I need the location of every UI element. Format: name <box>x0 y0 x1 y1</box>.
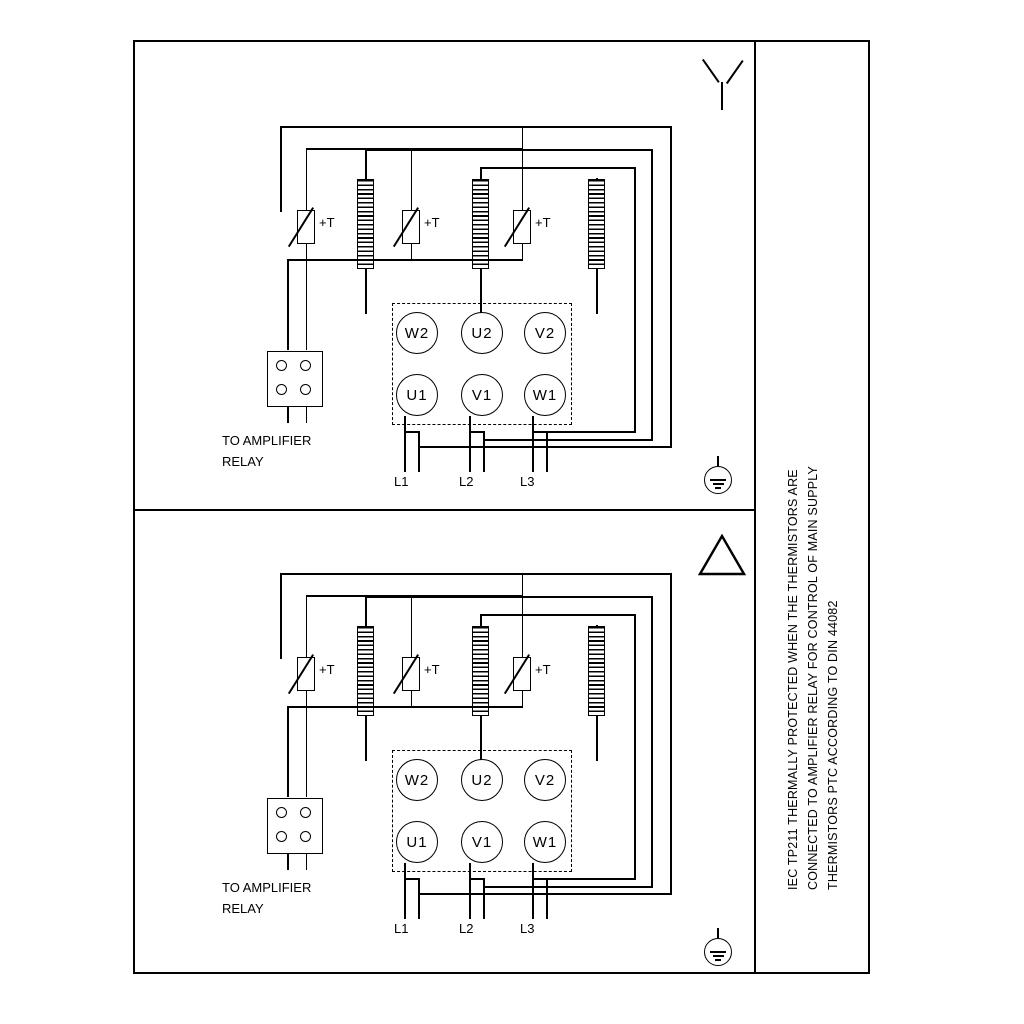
connector-terminal-dot <box>300 360 311 371</box>
wire-l1 <box>404 863 406 919</box>
terminal-w2[interactable]: W2 <box>396 312 438 354</box>
winding-coil-3 <box>588 626 605 716</box>
supply-label-l3: L3 <box>520 921 535 936</box>
winding-coil-1 <box>357 179 374 269</box>
earth-symbol <box>704 466 732 494</box>
thermistor-label-2: +T <box>424 662 440 677</box>
supply-label-l3: L3 <box>520 474 535 489</box>
wire-thermistor-bottom-link <box>287 259 523 261</box>
terminal-v1[interactable]: V1 <box>461 374 503 416</box>
connector-terminal-dot <box>300 807 311 818</box>
terminal-u1[interactable]: U1 <box>396 821 438 863</box>
delta-symbol <box>698 534 746 576</box>
wire-coil1-bottom <box>365 269 367 314</box>
supply-label-l1: L1 <box>394 921 409 936</box>
wire-l3-branch <box>546 431 548 472</box>
wire-loop-outer-right <box>670 573 672 893</box>
wire-drop-thermistor-main <box>280 126 282 212</box>
wire-l2 <box>469 863 471 919</box>
wire-thermistor-3-bottom <box>522 244 524 260</box>
thermistor-label-3: +T <box>535 662 551 677</box>
terminal-v2[interactable]: V2 <box>524 759 566 801</box>
wire-l2-return <box>483 439 653 441</box>
wire-loop-outer-right <box>670 126 672 446</box>
note-line-3: THERMISTORS PTC ACCORDING TO DIN 44082 <box>826 600 840 890</box>
wire-thermistor-2-top <box>411 148 413 210</box>
terminal-u2[interactable]: U2 <box>461 312 503 354</box>
wire-connector-leg-1 <box>287 407 289 423</box>
wire-l2-link <box>469 878 485 880</box>
wire-l3-link <box>532 431 636 433</box>
wire-loop-mid-right <box>651 596 653 886</box>
terminal-w2[interactable]: W2 <box>396 759 438 801</box>
terminal-v1[interactable]: V1 <box>461 821 503 863</box>
wire-thermistor-to-connector <box>287 706 289 797</box>
wire-loop-inner-top <box>480 167 635 169</box>
wire-thermistor-2-top <box>411 595 413 657</box>
wire-l2 <box>469 416 471 472</box>
connector-terminal-dot <box>300 384 311 395</box>
thermistor-label-1: +T <box>319 215 335 230</box>
amplifier-label-line-1: TO AMPLIFIER <box>222 880 312 895</box>
terminal-u2[interactable]: U2 <box>461 759 503 801</box>
wire-drop-w2 <box>365 596 367 626</box>
supply-label-l2: L2 <box>459 474 474 489</box>
wire-thermistor-chain-top <box>306 148 522 150</box>
wire-loop-outer-top <box>280 126 672 128</box>
amplifier-label-line-1: TO AMPLIFIER <box>222 433 312 448</box>
winding-coil-2 <box>472 626 489 716</box>
amplifier-label-line-2: RELAY <box>222 454 264 469</box>
wire-drop-u2 <box>480 167 482 179</box>
wire-l1-link <box>404 431 420 433</box>
wire-drop-u2 <box>480 614 482 626</box>
connector-terminal-dot <box>300 831 311 842</box>
wire-loop-inner-right <box>634 167 636 432</box>
amplifier-connector-block <box>267 798 323 854</box>
note-line-2: CONNECTED TO AMPLIFIER RELAY FOR CONTROL OF MAIN SUPPLY <box>806 465 820 890</box>
wire-coil3-top <box>596 625 598 627</box>
thermistor-label-2: +T <box>424 215 440 230</box>
wire-l2-branch <box>483 878 485 919</box>
connector-terminal-dot <box>276 807 287 818</box>
terminal-v2[interactable]: V2 <box>524 312 566 354</box>
winding-coil-1 <box>357 626 374 716</box>
wire-coil3-bottom <box>596 716 598 761</box>
wire-l2-return <box>483 886 653 888</box>
wire-coil1-bottom <box>365 716 367 761</box>
connector-terminal-dot <box>276 360 287 371</box>
connector-terminal-dot <box>276 831 287 842</box>
wire-drop-w2 <box>365 149 367 179</box>
wire-coil3-bottom <box>596 269 598 314</box>
wire-loop-outer-top <box>280 573 672 575</box>
wire-thermistor-1-top <box>306 148 308 210</box>
wire-thermistor-3-top <box>522 126 524 210</box>
wire-thermistor-1-top <box>306 595 308 657</box>
wire-loop-mid-right <box>651 149 653 439</box>
panel-divider <box>133 509 755 511</box>
wire-connector-leg-2 <box>306 407 308 423</box>
winding-coil-3 <box>588 179 605 269</box>
supply-label-l1: L1 <box>394 474 409 489</box>
wire-thermistor-3-bottom <box>522 691 524 707</box>
earth-symbol <box>704 938 732 966</box>
terminal-w1[interactable]: W1 <box>524 821 566 863</box>
thermistor-label-3: +T <box>535 215 551 230</box>
wire-l1-link <box>404 878 420 880</box>
wire-connector-leg-1 <box>287 854 289 870</box>
wire-thermistor-to-connector <box>287 259 289 350</box>
connector-terminal-dot <box>276 384 287 395</box>
wire-thermistor-chain-top <box>306 595 522 597</box>
wire-l3-branch <box>546 878 548 919</box>
wire-connector-leg-2 <box>306 854 308 870</box>
notes-column-divider <box>754 40 756 974</box>
supply-label-l2: L2 <box>459 921 474 936</box>
wire-l3 <box>532 863 534 919</box>
wire-l1-return <box>418 446 672 448</box>
wire-loop-inner-top <box>480 614 635 616</box>
thermistor-label-1: +T <box>319 662 335 677</box>
wire-thermistor-bottom-link <box>287 706 523 708</box>
wire-l3-link <box>532 878 636 880</box>
terminal-w1[interactable]: W1 <box>524 374 566 416</box>
terminal-u1[interactable]: U1 <box>396 374 438 416</box>
wire-drop-thermistor-main <box>280 573 282 659</box>
wire-l1-branch <box>418 431 420 472</box>
wire-l1 <box>404 416 406 472</box>
wire-l2-branch <box>483 431 485 472</box>
wire-l1-return <box>418 893 672 895</box>
wire-l2-link <box>469 431 485 433</box>
wire-l1-branch <box>418 878 420 919</box>
note-line-1: IEC TP211 THERMALLY PROTECTED WHEN THE THERMISTORS ARE <box>786 469 800 890</box>
winding-coil-2 <box>472 179 489 269</box>
star-symbol <box>700 62 744 110</box>
wire-thermistor-2-bottom <box>411 244 413 260</box>
amplifier-label-line-2: RELAY <box>222 901 264 916</box>
wire-l3 <box>532 416 534 472</box>
wire-coil3-top <box>596 178 598 180</box>
wire-thermistor-3-top <box>522 573 524 657</box>
amplifier-connector-block <box>267 351 323 407</box>
wire-thermistor-2-bottom <box>411 691 413 707</box>
wire-loop-inner-right <box>634 614 636 879</box>
